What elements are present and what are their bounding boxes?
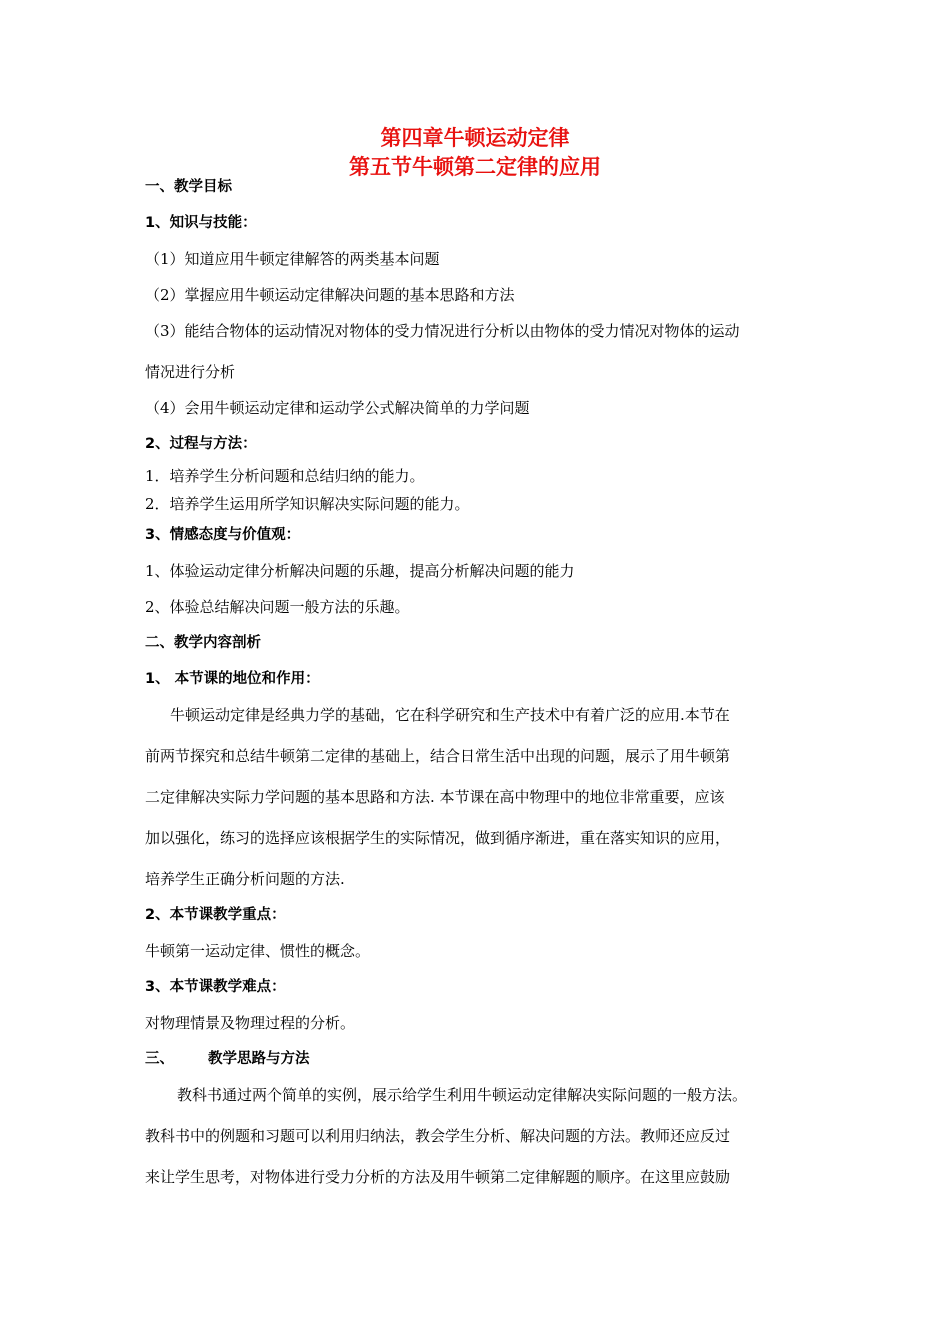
knowledge-item: （3）能结合物体的运动情况对物体的受力情况进行分析以由物体的受力情况对物体的运动 xyxy=(145,322,740,340)
attitude-heading: 3、情感态度与价值观： xyxy=(145,527,301,543)
approach-paragraph-line: 来让学生思考，对物体进行受力分析的方法及用牛顿第二定律解题的顺序。在这里应鼓励 xyxy=(145,1168,731,1186)
difficulty-text: 对物理情景及物理过程的分析。 xyxy=(145,1014,356,1032)
knowledge-heading: 1、知识与技能： xyxy=(145,215,257,231)
goals-heading: 一、教学目标 xyxy=(145,179,232,195)
knowledge-item: （4）会用牛顿运动定律和运动学公式解决简单的力学问题 xyxy=(145,399,530,417)
approach-paragraph-line: 教科书通过两个简单的实例，展示给学生利用牛顿运动定律解决实际问题的一般方法。 xyxy=(177,1086,748,1104)
chapter-title: 第四章牛顿运动定律 xyxy=(380,126,570,150)
process-heading: 2、过程与方法： xyxy=(145,436,257,452)
process-item: 2．培养学生运用所学知识解决实际问题的能力。 xyxy=(145,495,470,513)
approach-paragraph-line: 教科书中的例题和习题可以利用归纳法，教会学生分析、解决问题的方法。教师还应反过 xyxy=(145,1127,731,1145)
approach-number: 三、 xyxy=(145,1051,174,1067)
role-heading: 1、 本节课的地位和作用： xyxy=(145,671,320,687)
knowledge-item: （1）知道应用牛顿定律解答的两类基本问题 xyxy=(145,250,440,268)
approach-heading xyxy=(145,1049,310,1069)
difficulty-heading: 3、本节课教学难点： xyxy=(145,979,286,995)
role-paragraph-line: 加以强化，练习的选择应该根据学生的实际情况，做到循序渐进，重在落实知识的应用， xyxy=(145,829,731,847)
approach-title: 教学思路与方法 xyxy=(208,1051,310,1067)
role-paragraph-line: 前两节探究和总结牛顿第二定律的基础上，结合日常生活中出现的问题，展示了用牛顿第 xyxy=(145,747,731,765)
knowledge-item: 情况进行分析 xyxy=(145,363,236,381)
role-paragraph-line: 牛顿运动定律是经典力学的基础，它在科学研究和生产技术中有着广泛的应用.本节在 xyxy=(170,706,730,724)
key-heading: 2、本节课教学重点： xyxy=(145,907,286,923)
section-title: 第五节牛顿第二定律的应用 xyxy=(349,155,601,179)
role-paragraph-line: 二定律解决实际力学问题的基本思路和方法. 本节课在高中物理中的地位非常重要，应该 xyxy=(145,788,725,806)
key-text: 牛顿第一运动定律、惯性的概念。 xyxy=(145,942,371,960)
content-heading: 二、教学内容剖析 xyxy=(145,635,261,651)
knowledge-item: （2）掌握应用牛顿运动定律解决问题的基本思路和方法 xyxy=(145,286,515,304)
attitude-item: 2、体验总结解决问题一般方法的乐趣。 xyxy=(145,598,410,616)
attitude-item: 1、体验运动定律分析解决问题的乐趣，提高分析解决问题的能力 xyxy=(145,562,575,580)
process-item: 1．培养学生分析问题和总结归纳的能力。 xyxy=(145,467,425,485)
role-paragraph-line: 培养学生正确分析问题的方法. xyxy=(145,870,345,888)
